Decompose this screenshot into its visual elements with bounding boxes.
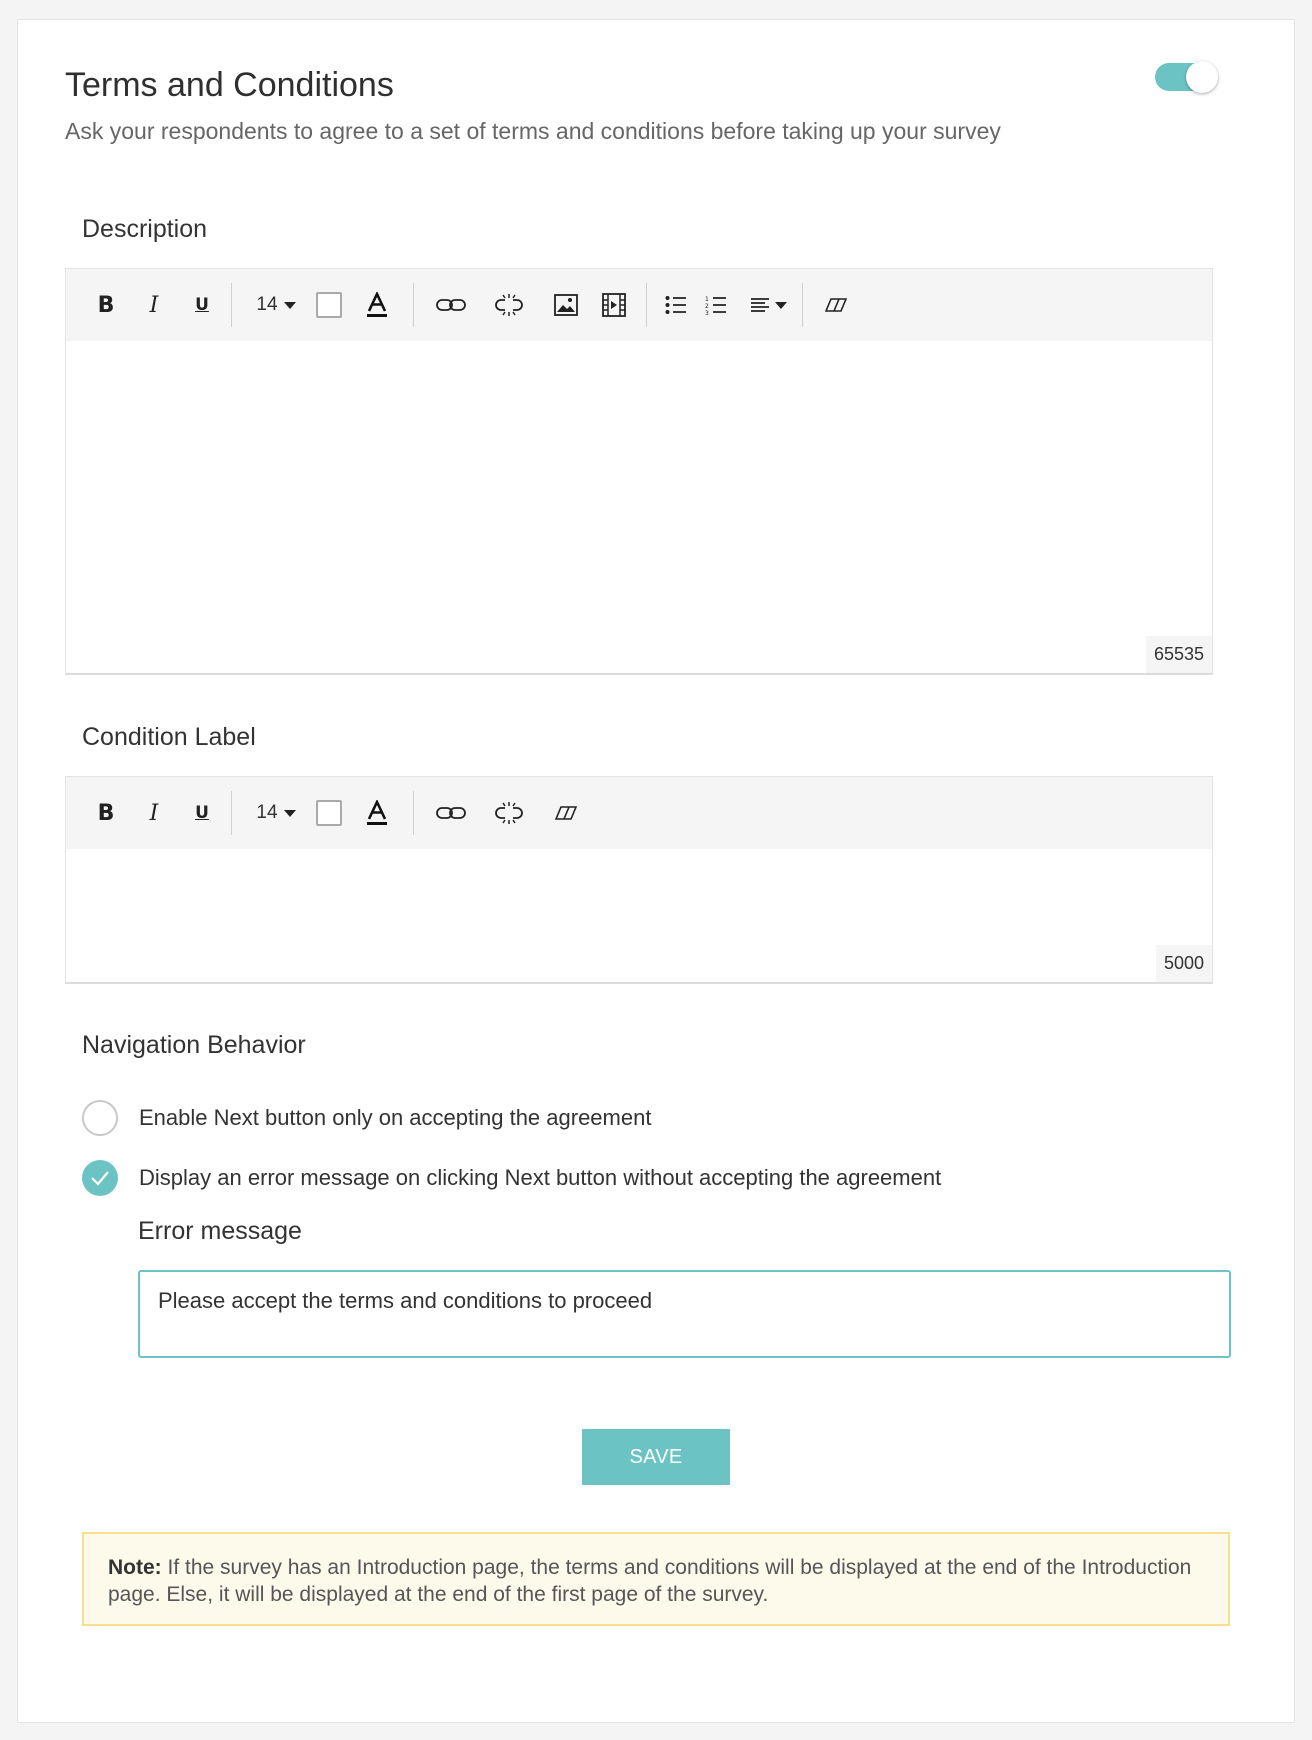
toggle-knob [1186,61,1218,93]
video-icon[interactable] [594,269,634,341]
toolbar-divider [646,283,647,327]
color-swatch [316,800,342,826]
page-subtitle: Ask your respondents to agree to a set of terms and conditions before taking up your survey [65,118,1001,144]
radio-unchecked[interactable] [82,1100,118,1136]
eraser-icon[interactable] [546,777,586,849]
toolbar-divider [231,283,232,327]
svg-text:3: 3 [705,310,709,315]
note-text: If the survey has an Introduction page, the terms and conditions will be displayed at the end of the Introduction page. Else, it will be displayed at the end of the first page of the survey. [108,1556,1192,1606]
link-icon[interactable] [429,269,473,341]
radio-label: Enable Next button only on accepting the agreement [139,1105,652,1130]
image-icon[interactable] [546,269,586,341]
italic-icon[interactable]: I [149,292,159,318]
description-label: Description [82,215,208,243]
chevron-down-icon [284,302,296,309]
background-color-icon[interactable] [311,269,347,341]
char-counter: 5000 [1156,945,1212,982]
text-color-icon[interactable] [357,269,397,341]
svg-text:1: 1 [705,296,709,303]
navigation-heading: Navigation Behavior [82,1031,306,1059]
condition-label-heading: Condition Label [82,723,256,751]
description-toolbar [66,269,1212,341]
align-dropdown-icon[interactable] [744,269,794,341]
radio-label: Display an error message on clicking Next button without accepting the agreement [139,1165,942,1190]
bulleted-list-icon[interactable] [658,269,694,341]
font-size-value: 14 [256,294,278,315]
bold-icon[interactable]: B [97,292,115,318]
svg-text:2: 2 [705,303,709,310]
chevron-down-icon [775,302,787,309]
radio-enable-next[interactable] [82,1100,651,1136]
note-box [82,1532,1230,1626]
numbered-list-icon[interactable] [698,269,734,341]
toolbar-divider [413,283,414,327]
link-icon[interactable] [429,777,473,849]
background-color-icon[interactable] [311,777,347,849]
note-prefix: Note: [108,1556,162,1579]
terms-enabled-toggle[interactable] [1155,63,1216,91]
page-title: Terms and Conditions [65,66,394,104]
check-icon[interactable] [82,1160,118,1196]
color-swatch [316,292,342,318]
italic-icon[interactable]: I [149,800,159,826]
unlink-icon[interactable] [487,777,531,849]
condition-label-toolbar [66,777,1212,849]
save-button[interactable]: SAVE [582,1429,730,1485]
toolbar-divider [413,791,414,835]
unlink-icon[interactable] [487,269,531,341]
condition-label-editor[interactable] [65,776,1213,984]
bold-icon[interactable]: B [97,800,115,826]
text-color-icon[interactable] [357,777,397,849]
font-size-dropdown[interactable] [246,777,306,849]
description-editor[interactable] [65,268,1213,675]
radio-display-error[interactable] [82,1160,941,1196]
error-message-field[interactable]: Please accept the terms and conditions to proceed [138,1270,1231,1358]
font-size-value: 14 [256,802,278,823]
toolbar-divider [231,791,232,835]
underline-icon[interactable]: U [195,295,209,315]
chevron-down-icon [284,810,296,817]
eraser-icon[interactable] [818,269,854,341]
toolbar-divider [802,283,803,327]
font-size-dropdown[interactable] [246,269,306,341]
underline-icon[interactable]: U [195,803,209,823]
error-message-label: Error message [138,1217,302,1245]
char-counter: 65535 [1146,636,1212,673]
